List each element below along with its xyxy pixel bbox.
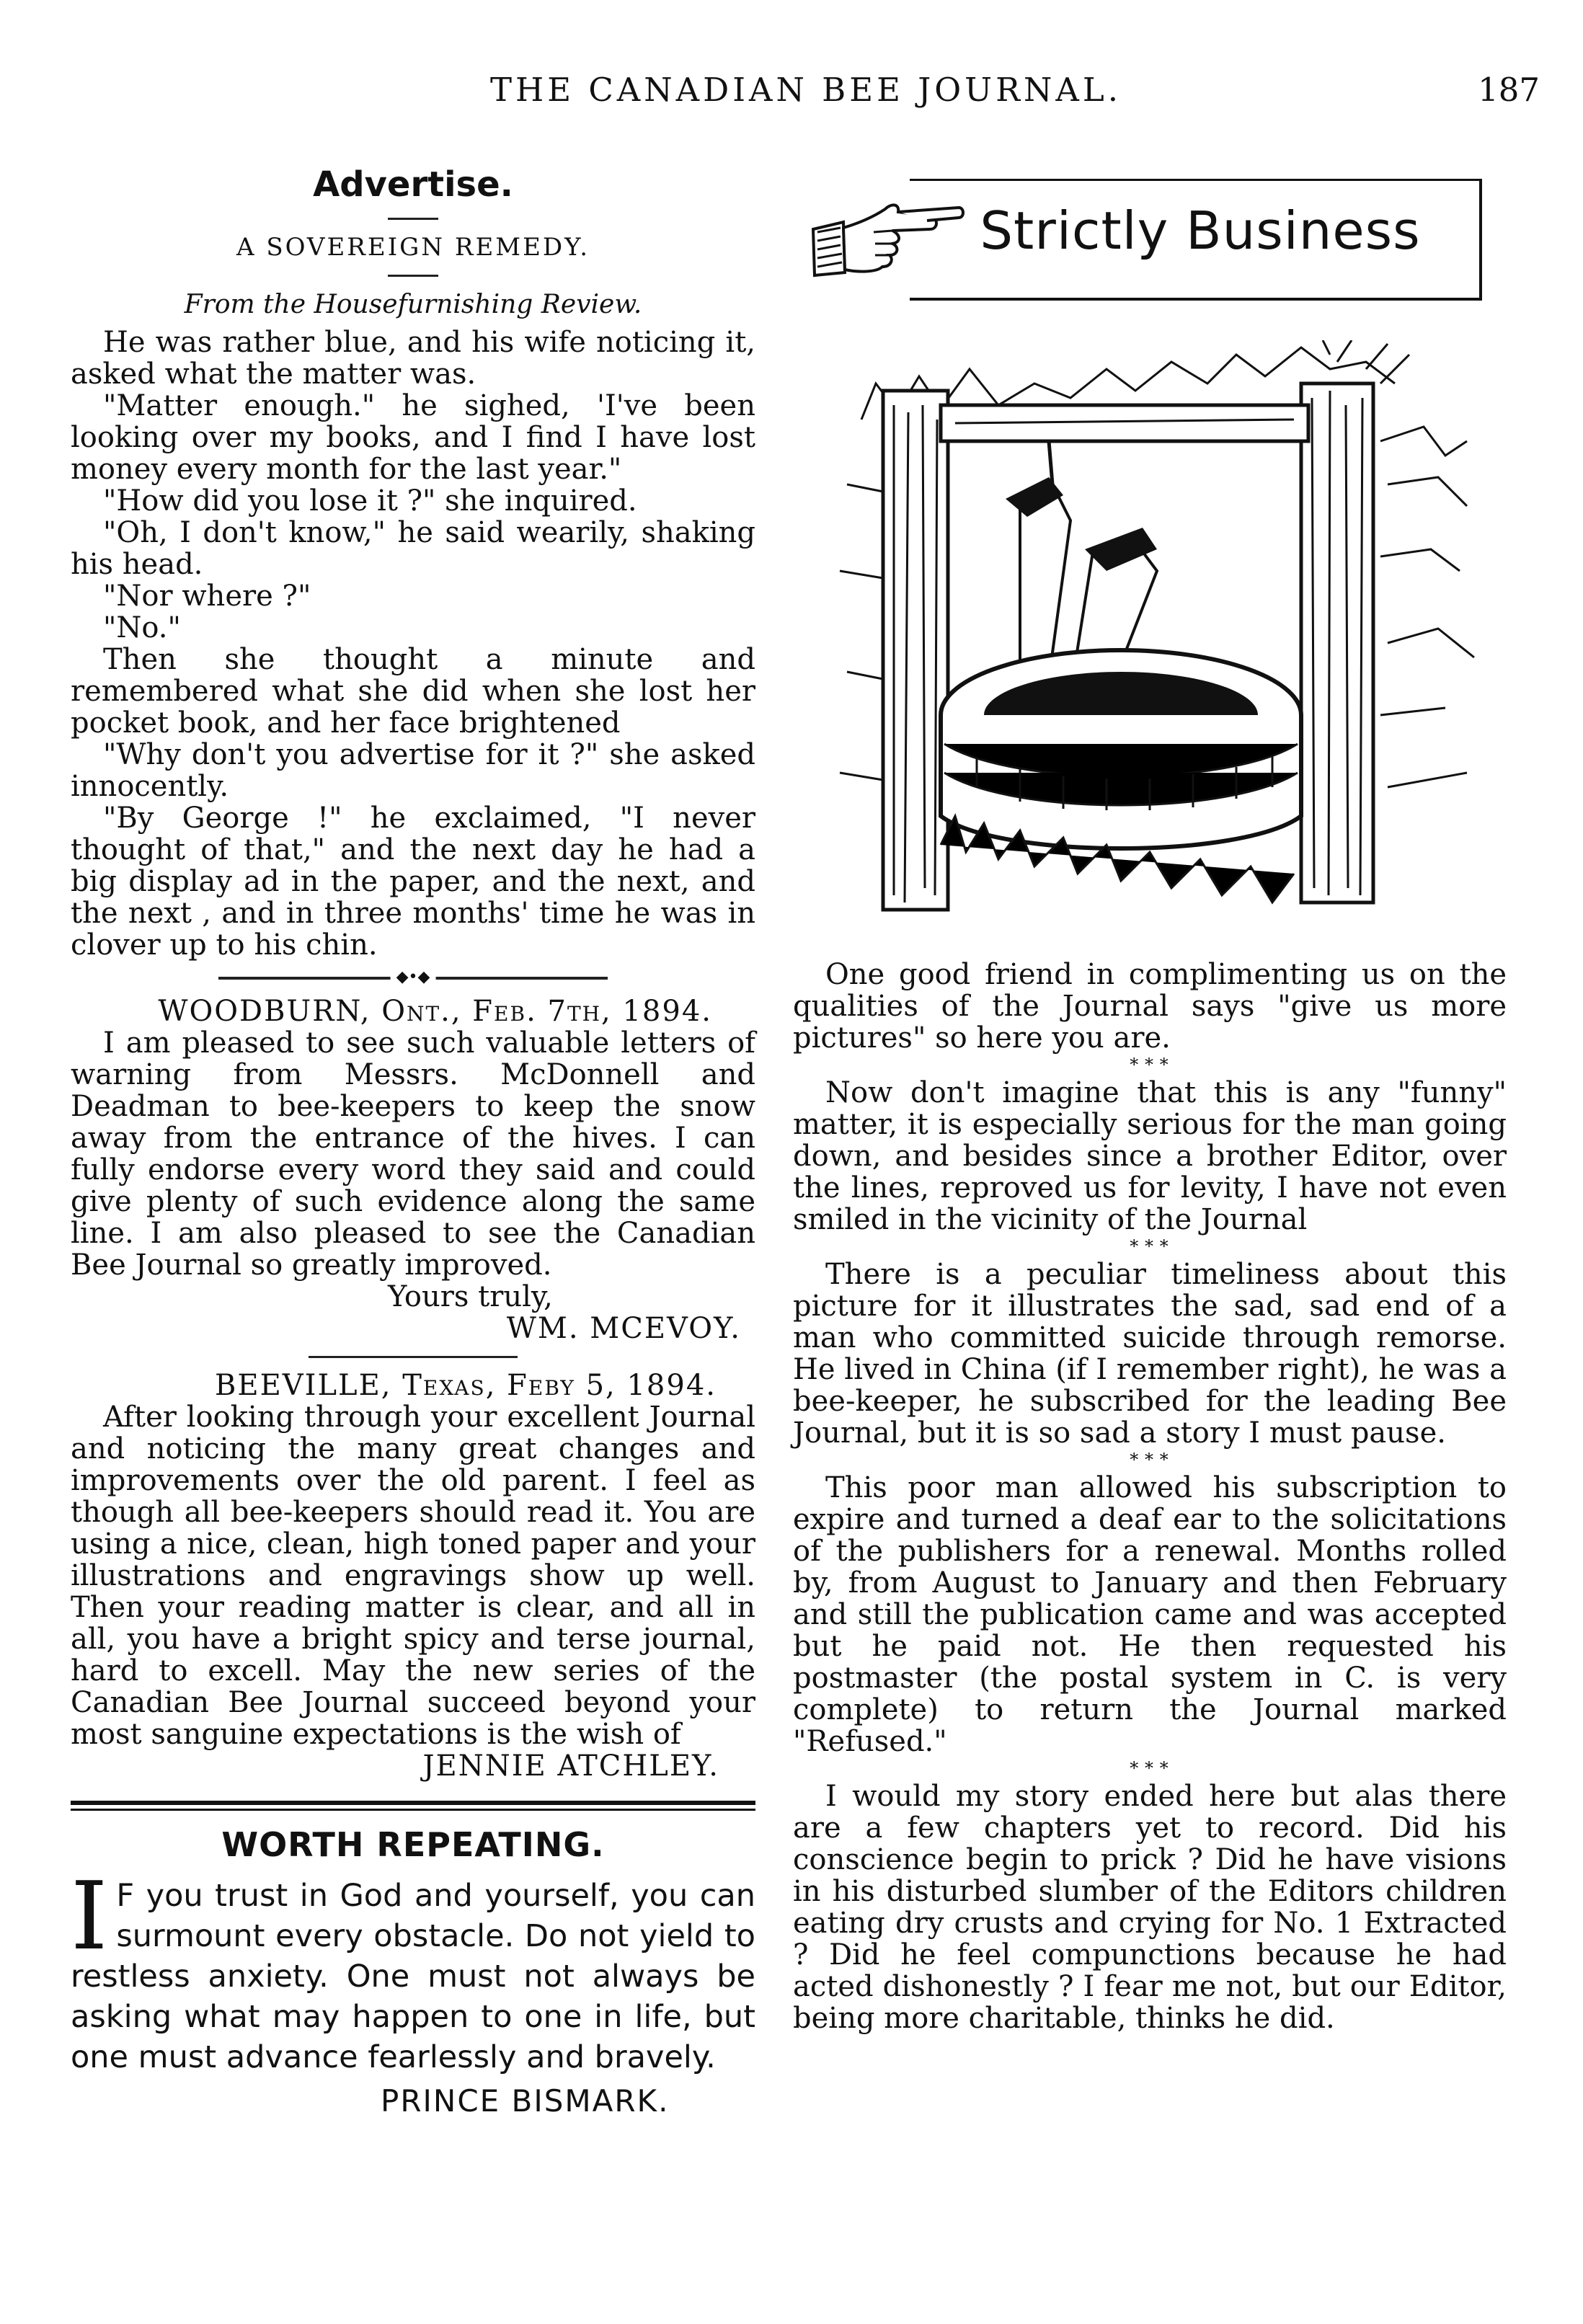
quote-signature: PRINCE BISMARK. (381, 2083, 670, 2119)
worth-repeating-quote (71, 1861, 755, 2077)
letter-body: I am pleased to see such valuable letters of warning from Messrs. McDonnell and Deadman to bee-keepers to keep the snow away from the entrance of the hives. I can fully endorse every word they said and could give plenty of such evidence along the same line. I am also pleased to see the Canadian Bee Journal so greatly improved. (71, 1026, 755, 1282)
strictly-business-title: Strictly Business (980, 200, 1421, 261)
thin-rule (309, 1356, 518, 1358)
story-paragraph: "How did you lose it ?" she inquired. (103, 484, 637, 518)
letter-dateline: WOODBURN, Ont., Feb. 7th, 1894. (158, 995, 712, 1028)
quote-text: F you trust in God and yourself, you can surmount every obstacle. Do not yield to restless anxiety. One must not always be asking what may happen to one in life, but one must advance fearlessly and bravely. (71, 1878, 755, 2075)
story-paragraph: He was rather blue, and his wife noticing it, asked what the matter was. (71, 326, 755, 391)
letter-signature: JENNIE ATCHLEY. (422, 1749, 719, 1783)
right-column (793, 144, 1507, 2034)
double-rule (71, 1801, 755, 1811)
article-paragraph: I would my story ended here but alas there are a few chapters yet to record. Did his conscience begin to prick ? Did he have visions in his disturbed slumber of the Editors children eating dry crusts and crying for No. 1 Extracted ? Did he feel compunctions because he had acted dishonestly ? I fear me not, but our Editor, being more charitable, thinks he did. (793, 1780, 1507, 2035)
letter-body: After looking through your excellent Journal and noticing the many great changes and improvements over the old parent. I feel as though all bee-keepers should read it. You are using a nice, clean, high toned paper and your illustrations and engravings show up well. Then your reading matter is clear, and all in all, you have a bright spicy and terse journal, hard to excell. May the new series of the Canadian Bee Journal succeed beyond your most sanguine expectations is the wish of (71, 1401, 755, 1751)
asterism-separator: * * * (1130, 1055, 1170, 1075)
well-illustration (833, 340, 1485, 931)
strictly-business-banner (793, 166, 1507, 326)
mcevoy-letter (71, 995, 755, 1344)
divider-ornament: ◆•◆ (391, 970, 436, 985)
short-rule (388, 275, 438, 277)
asterism-separator: * * * (1130, 1450, 1170, 1470)
story-paragraph: "By George !" he exclaimed, "I never thought of that," and the next day he had a big display ad in the paper, and the next, and the next , and in three months' time he was in clover up to his chin. (71, 802, 755, 962)
article-paragraph: This poor man allowed his subscription to expire and turned a deaf ear to the solicitations of the publishers for a renewal. Months rolled by, from August to January and then February and still the publication came and was accepted but he paid not. He then requested his postmaster (the postal system in C. is very complete) to return the Journal marked "Refused." (793, 1471, 1507, 1758)
letter-signature: WM. MCEVOY. (506, 1312, 741, 1345)
story-paragraph: "Nor where ?" (103, 580, 311, 613)
asterism-separator: * * * (1130, 1236, 1170, 1256)
letter-dateline: BEEVILLE, Texas, Feby 5, 1894. (215, 1369, 717, 1402)
atchley-letter (71, 1370, 755, 1782)
story-paragraph: "Oh, I don't know," he said wearily, shaking his head. (71, 516, 755, 581)
strictly-business-text (793, 959, 1507, 2034)
journal-title: THE CANADIAN BEE JOURNAL. (489, 71, 1122, 109)
drop-cap: I (71, 1861, 108, 1971)
story-paragraph: "No." (103, 611, 181, 644)
source-line: From the Housefurnishing Review. (184, 290, 642, 319)
article-paragraph: Now don't imagine that this is any "funny" matter, it is especially serious for the man going down, and besides since a brother Editor, over the lines, reproved us for levity, I have not even smiled in the vicinity of the Journal (793, 1076, 1507, 1236)
article-paragraph: One good friend in complimenting us on the qualities of the Journal says "give us more pictures" so here you are. (793, 958, 1507, 1055)
asterism-separator: * * * (1130, 1758, 1170, 1778)
left-column (71, 144, 755, 2119)
story-paragraph: "Why don't you advertise for it ?" she asked innocently. (71, 738, 755, 803)
short-rule (388, 218, 438, 220)
story-paragraph: "Matter enough." he sighed, 'I've been looking over my books, and I find I have lost money every month for the last year." (71, 389, 755, 486)
page-number: 187 (1478, 71, 1540, 109)
story-paragraph: Then she thought a minute and remembered what she did when she lost her pocket book, and her face brightened (71, 643, 755, 740)
article-paragraph: There is a peculiar timeliness about this picture for it illustrates the sad, sad end of a man who committed suicide through remorse. He lived in China (if I remember right), he was a bee-keeper, he subscribed for the leading Bee Journal, but it is so sad a story I must pause. (793, 1258, 1507, 1450)
advertise-heading: Advertise. (313, 164, 513, 205)
letter-closing: Yours truly, (388, 1280, 553, 1313)
running-head (72, 71, 1540, 114)
advertise-story (71, 327, 755, 961)
section-divider (218, 968, 608, 986)
worth-repeating-heading: WORTH REPEATING. (221, 1825, 605, 1864)
sovereign-remedy-subheading: A SOVEREIGN REMEDY. (236, 233, 590, 262)
